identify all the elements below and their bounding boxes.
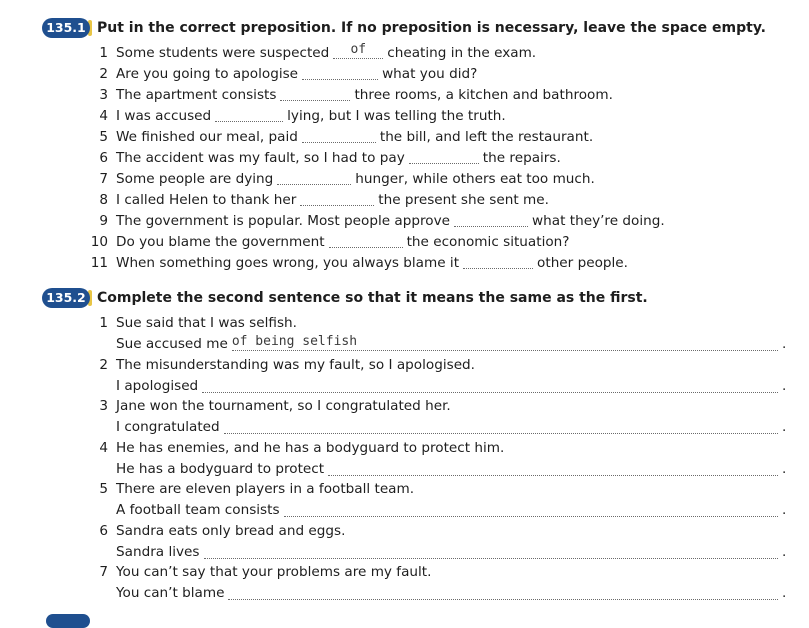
answer-blank[interactable] — [302, 65, 378, 80]
answer-line[interactable] — [204, 544, 779, 559]
end-period: . — [782, 378, 787, 394]
handwritten-answer: of being selfish — [231, 334, 358, 349]
sentence-end: three rooms, a kitchen and bathroom. — [354, 87, 613, 103]
exercise-item — [116, 170, 595, 188]
exercise-item — [116, 212, 665, 230]
original-sentence: Sandra eats only bread and eggs. — [116, 523, 346, 539]
exercise-instruction: Put in the correct preposition. If no preposition is necessary, leave the space empty. — [97, 20, 766, 36]
answer-line[interactable] — [232, 336, 778, 351]
exercise-item — [116, 233, 570, 251]
original-sentence: He has enemies, and he has a bodyguard to protect him. — [116, 440, 505, 456]
sentence-start: Some people are dying — [116, 171, 274, 187]
next-exercise-badge — [46, 614, 90, 628]
sentence-start: I was accused — [116, 108, 212, 124]
sentence-end: cheating in the exam. — [387, 45, 537, 61]
item-number: 7 — [99, 171, 108, 187]
answer-blank[interactable] — [333, 44, 383, 59]
sentence-end: other people. — [537, 255, 628, 271]
end-period: . — [782, 502, 787, 518]
answer-blank[interactable] — [454, 212, 528, 227]
sentence-end: the economic situation? — [406, 234, 570, 250]
item-number: 2 — [99, 66, 108, 82]
item-number: 6 — [99, 150, 108, 166]
end-period: . — [782, 461, 787, 477]
answer-line[interactable] — [224, 419, 778, 434]
exercise-number-badge: 135.1 — [42, 18, 90, 38]
item-number: 9 — [99, 213, 108, 229]
original-sentence: Jane won the tournament, so I congratulated her. — [116, 398, 451, 414]
answer-blank[interactable] — [215, 107, 283, 122]
sentence-start: I called Helen to thank her — [116, 192, 297, 208]
exercise-instruction: Complete the second sentence so that it means the same as the first. — [97, 290, 648, 306]
handwritten-answer: of — [350, 42, 367, 57]
sentence-end: what they’re doing. — [532, 213, 665, 229]
sentence-end: the repairs. — [482, 150, 561, 166]
answer-blank[interactable] — [300, 191, 374, 206]
exercise-item — [116, 128, 593, 146]
sentence-start: Do you blame the government — [116, 234, 325, 250]
answer-line[interactable] — [202, 378, 778, 393]
exercise-item — [116, 107, 506, 125]
answer-line[interactable] — [284, 502, 778, 517]
prompt-text: You can’t blame — [116, 585, 225, 601]
sentence-start: We finished our meal, paid — [116, 129, 298, 145]
item-number: 2 — [99, 357, 108, 373]
exercise-item — [116, 86, 613, 104]
answer-blank[interactable] — [302, 128, 376, 143]
item-number: 6 — [99, 523, 108, 539]
sentence-start: The accident was my fault, so I had to pay — [116, 150, 405, 166]
answer-line[interactable] — [328, 461, 778, 476]
answer-blank[interactable] — [409, 149, 479, 164]
item-number: 3 — [99, 398, 108, 414]
end-period: . — [782, 585, 787, 601]
item-number: 1 — [99, 45, 108, 61]
answer-blank[interactable] — [277, 170, 351, 185]
item-number: 3 — [99, 87, 108, 103]
exercise-item — [116, 191, 549, 209]
prompt-text: Sandra lives — [116, 544, 200, 560]
item-number: 5 — [99, 481, 108, 497]
prompt-text: I apologised — [116, 378, 199, 394]
exercise-item — [116, 65, 477, 83]
end-period: . — [782, 419, 787, 435]
original-sentence: There are eleven players in a football team. — [116, 481, 415, 497]
original-sentence: The misunderstanding was my fault, so I apologised. — [116, 357, 476, 373]
prompt-text: Sue accused me — [116, 336, 228, 352]
exercise-item — [116, 149, 561, 167]
end-period: . — [782, 544, 787, 560]
item-number: 7 — [99, 564, 108, 580]
sentence-end: what you did? — [382, 66, 478, 82]
prompt-text: A football team consists — [116, 502, 280, 518]
sentence-start: The apartment consists — [116, 87, 277, 103]
item-number: 10 — [90, 234, 108, 250]
prompt-text: He has a bodyguard to protect — [116, 461, 325, 477]
answer-blank[interactable] — [329, 233, 403, 248]
sentence-start: Are you going to apologise — [116, 66, 299, 82]
exercise-number-badge: 135.2 — [42, 288, 90, 308]
sentence-start: The government is popular. Most people approve — [116, 213, 451, 229]
exercise-item — [116, 254, 628, 272]
sentence-end: hunger, while others eat too much. — [355, 171, 595, 187]
item-number: 8 — [99, 192, 108, 208]
original-sentence: You can’t say that your problems are my fault. — [116, 564, 432, 580]
prompt-text: I congratulated — [116, 419, 220, 435]
item-number: 1 — [99, 315, 108, 331]
item-number: 4 — [99, 440, 108, 456]
answer-line[interactable] — [228, 585, 778, 600]
item-number: 11 — [90, 255, 108, 271]
original-sentence: Sue said that I was selfish. — [116, 315, 297, 331]
sentence-start: When something goes wrong, you always blame it — [116, 255, 460, 271]
sentence-end: the present she sent me. — [378, 192, 549, 208]
item-number: 4 — [99, 108, 108, 124]
item-number: 5 — [99, 129, 108, 145]
sentence-end: the bill, and left the restaurant. — [379, 129, 594, 145]
sentence-start: Some students were suspected — [116, 45, 330, 61]
end-period: . — [782, 336, 787, 352]
sentence-end: lying, but I was telling the truth. — [287, 108, 506, 124]
answer-blank[interactable] — [280, 86, 350, 101]
answer-blank[interactable] — [463, 254, 533, 269]
exercise-item — [116, 44, 536, 62]
